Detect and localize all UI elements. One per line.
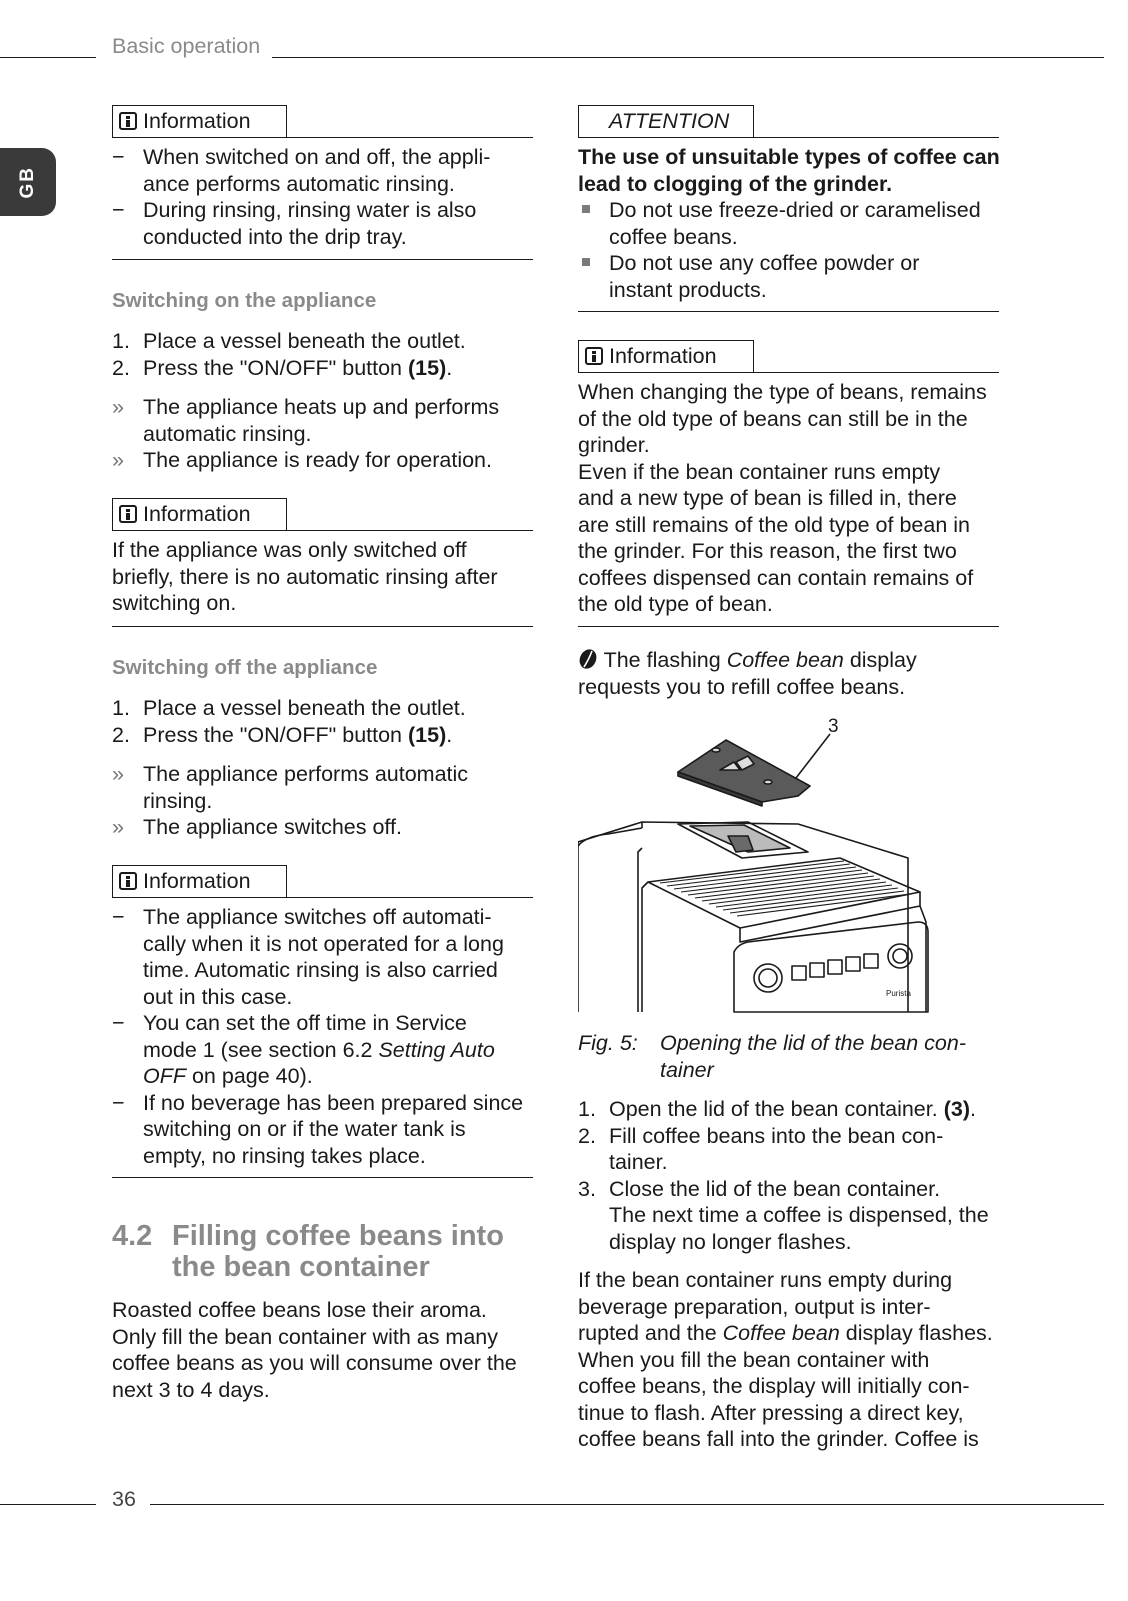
info-notice-3-top-rule <box>112 897 533 898</box>
section-intro: Roasted coffee beans lose their aroma. Only fill the bean container with as many coffee beans as you will consume over the next 3 to 4 days. <box>112 1298 517 1402</box>
info-icon <box>119 112 137 130</box>
bean-container-illustration <box>578 712 998 1022</box>
result-item: » The appliance switches off. <box>112 815 402 839</box>
bean-display-note: The flashing Coffee bean display requests you to refill coffee beans. <box>578 648 917 699</box>
attention-bottom-rule <box>578 311 999 312</box>
bullet-square-icon <box>582 205 590 213</box>
attention-notice-header <box>578 105 754 137</box>
info-notice-2-body: If the appliance was only switched off briefly, there is no automatic rinsing after switching on. <box>112 538 498 615</box>
figure-number: Fig. 5: <box>578 1031 638 1055</box>
step-item: 1. Open the lid of the bean container. (3). <box>578 1097 976 1121</box>
switch-off-results <box>112 761 533 841</box>
info-notice-4-top-rule <box>578 372 999 373</box>
subheading-switching-off: Switching off the appliance <box>112 656 378 679</box>
bullet-square-icon <box>582 258 590 266</box>
subheading-switching-on: Switching on the appliance <box>112 289 377 312</box>
info-label: Information <box>143 109 251 134</box>
info-notice-4-body: When changing the type of beans, remains of the old type of beans can still be in the grinder. Even if the bean container runs empty and a new type of bean is filled in, there are still remains of the old type of bean in the grinder. For this reason, the first two coffees dispensed can contain remains of the old type of bean. <box>578 380 987 616</box>
closing-paragraph: If the bean container runs empty during beverage preparation, output is inter- rupted and the Coffee bean display flashes. When you fill the bean container with coffee beans, the display will initially con- tinue to flash. After pressing a direct key, coffee beans fall into the grinder. Coffee is <box>578 1268 993 1451</box>
machine-brand-label: Purista <box>886 989 911 998</box>
switch-off-steps <box>112 695 533 748</box>
info-notice-3-bottom-rule <box>112 1177 533 1178</box>
list-item: − During rinsing, rinsing water is also conducted into the drip tray. <box>112 198 477 249</box>
info-notice-4-header <box>578 340 754 372</box>
result-item: » The appliance performs automatic rinsing. <box>112 762 469 813</box>
info-notice-3-body <box>112 904 533 1169</box>
info-label: Information <box>143 869 251 894</box>
coffee-bean-icon <box>578 648 598 670</box>
page-header-title: Basic operation <box>112 34 261 58</box>
section-number: 4.2 <box>112 1220 153 1252</box>
list-item: − You can set the off time in Service mode 1 (see section 6.2 Setting Auto OFF on page 40). <box>112 1011 495 1088</box>
info-notice-2-top-rule <box>112 530 533 531</box>
step-item: 1. Place a vessel beneath the outlet. <box>112 329 466 353</box>
info-notice-1-body <box>112 144 533 250</box>
attention-body: The use of unsuitable types of coffee can lead to clogging of the grinder. Do not use freeze-dried or caramelised coffee beans. Do not use any coffee powder or instant products. <box>578 144 1003 303</box>
result-item: » The appliance heats up and performs automatic rinsing. <box>112 395 500 446</box>
info-notice-3-header <box>112 865 287 897</box>
info-notice-2-header <box>112 498 287 530</box>
list-item: Do not use freeze-dried or caramelised coffee beans. <box>578 197 1003 250</box>
fill-steps <box>578 1096 1008 1255</box>
attention-label: ATTENTION <box>609 109 730 134</box>
info-notice-4-bottom-rule <box>578 626 999 627</box>
attention-top-rule <box>578 137 999 138</box>
result-item: » The appliance is ready for operation. <box>112 448 492 472</box>
step-item: 2. Press the "ON/OFF" button (15). <box>112 355 453 380</box>
switch-on-results <box>112 394 533 474</box>
list-item: − If no beverage has been prepared since switching on or if the water tank is empty, no rinsing takes place. <box>112 1090 524 1168</box>
figure-callout-number: 3 <box>828 716 839 737</box>
info-icon <box>119 505 137 523</box>
section-title-text: Filling coffee beans into the bean container <box>172 1220 504 1283</box>
footer-rule-right <box>150 1504 1104 1505</box>
footer-rule-left <box>0 1504 96 1505</box>
info-label: Information <box>143 502 251 527</box>
list-item: − The appliance switches off automati- cally when it is not operated for a long time. Automatic rinsing is also carried out in this case. <box>112 905 504 1009</box>
page-number: 36 <box>112 1487 136 1511</box>
step-item: 2. Press the "ON/OFF" button (15). <box>112 722 453 747</box>
step-item: 2. Fill coffee beans into the bean con- tainer. <box>578 1123 944 1174</box>
figure-caption: Fig. 5: Opening the lid of the bean con- tainer <box>578 1031 966 1082</box>
info-label: Information <box>609 344 717 369</box>
step-item: 1. Place a vessel beneath the outlet. <box>112 696 466 720</box>
info-notice-2-bottom-rule <box>112 626 533 627</box>
language-tab-label: GB <box>16 165 38 199</box>
list-item: Do not use any coffee powder or instant products. <box>578 250 1003 303</box>
info-notice-1-bottom-rule <box>112 259 533 260</box>
step-item: 3. Close the lid of the bean container. The next time a coffee is dispensed, the display no longer flashes. <box>578 1176 989 1254</box>
info-icon <box>585 347 603 365</box>
header-rule-right <box>272 57 1104 58</box>
switch-on-steps <box>112 328 533 381</box>
info-notice-1-top-rule <box>112 137 533 138</box>
info-icon <box>119 872 137 890</box>
info-notice-1-header <box>112 105 287 137</box>
header-rule-left <box>0 57 96 58</box>
language-tab <box>0 148 56 216</box>
list-item: − When switched on and off, the appli- ance performs automatic rinsing. <box>112 145 491 196</box>
section-heading <box>112 1221 533 1285</box>
